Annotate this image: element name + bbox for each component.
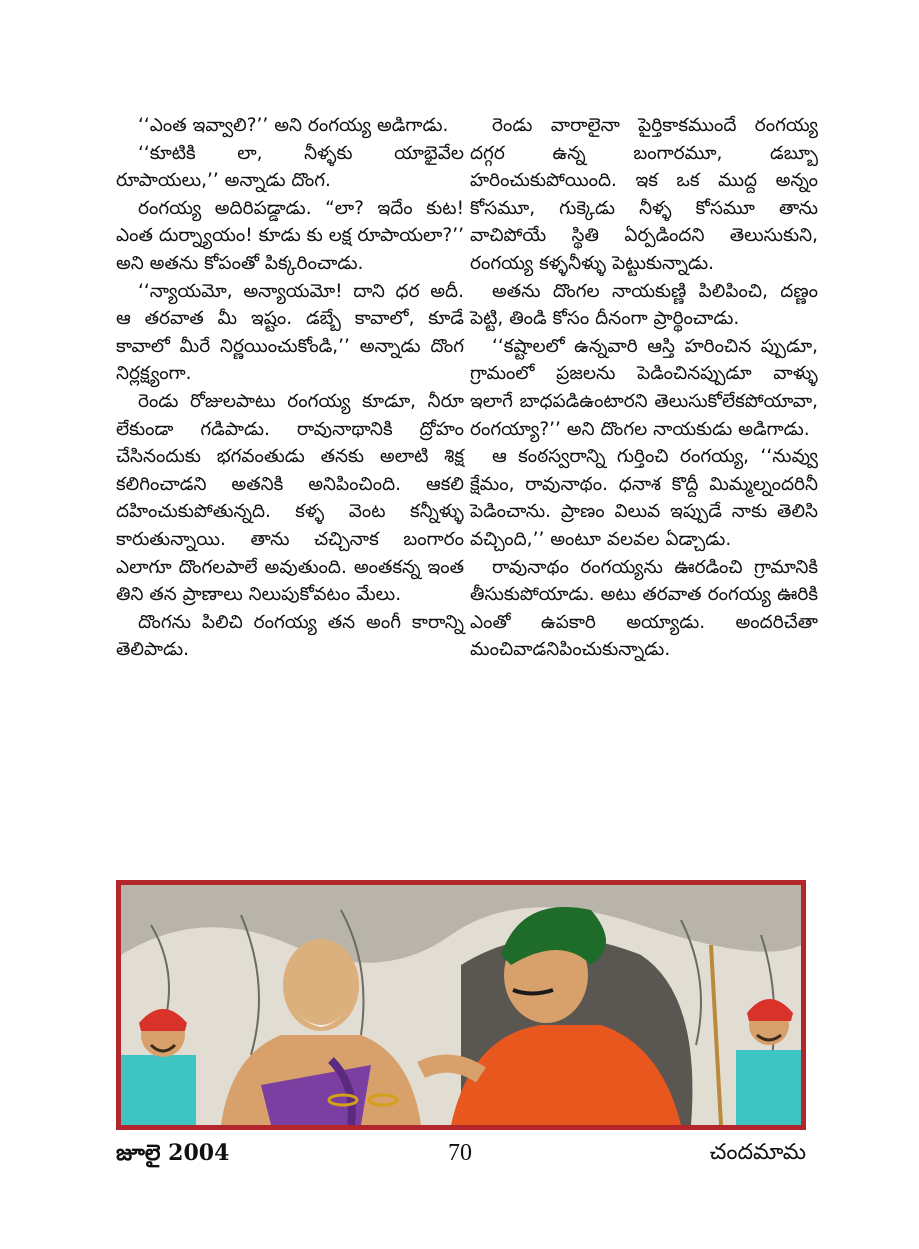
story-paragraph: ఆ కంఠస్వరాన్ని గుర్తించి రంగయ్య, ‘‘నువ్వు క్షేమం, రావునాథం. ధనాశ కొద్దీ మిమ్మల్నందరినీ పెడించాను. ప్రాణం విలువ ఇప్పుడే నాకు తెలిసి వచ్చింది,’’ అంటూ వలవల ఏడ్చాడు. [470, 446, 818, 550]
page-number: 70 [448, 1140, 472, 1166]
story-paragraph: ‘‘కూటికి లా, నీళ్ళకు యాభైవేల రూపాయలు,’’ అన్నాడు దొంగ. [116, 142, 464, 192]
story-paragraph: రెండు రోజులపాటు రంగయ్య కూడూ, నీరూ లేకుండా గడిపాడు. రావునాథానికి ద్రోహం చేసినందుకు భగవంతుడు తనకు అలాటి శిక్ష కలిగించాడని అతనికి అనిపించింది. ఆకలి దహించుకుపోతున్నది. కళ్ళ వెంట కన్నీళ్ళు కారుతున్నాయి. తాను చచ్చినాక బంగారం ఎలాగూ దొంగలపాలే అవుతుంది. అంతకన్న ఇంత తిని తన ప్రాణాలు నిలుపుకోవటం మేలు. [116, 390, 464, 606]
cave-scene-illustration [121, 885, 801, 1125]
issue-date: జూలై 2004 [116, 1140, 230, 1166]
story-paragraph: రావునాథం రంగయ్యను ఊరడించి గ్రామానికి తీసుకుపోయాడు. అటు తరవాత రంగయ్య ఊరికి ఎంతో ఉపకారి అయ్యాడు. అందరిచేతా మంచివాడనిపించుకున్నాడు. [470, 556, 818, 661]
magazine-name: చందమామ [709, 1140, 806, 1165]
left-column [116, 112, 464, 664]
story-paragraph: రంగయ్య అదిరిపడ్డాడు. “లా? ఇదేం కుట! ఎంత దుర్న్యాయం! కూడు కు లక్ష రూపాయలా?’’ అని అతను కోపంతో పిక్కరించాడు. [116, 197, 464, 274]
story-paragraph: ‘‘ఎంత ఇవ్వాలి?’’ అని రంగయ్య అడిగాడు. [138, 115, 449, 136]
story-paragraph: రెండు వారాలైనా పైర్తికాకముందే రంగయ్య దగ్గర ఉన్న బంగారమూ, డబ్బూ హరించుకుపోయింది. ఇక ఒక ముద్ద అన్నం కోసమూ, గుక్కెడు నీళ్ళ కోసమూ తాను వాచిపోయే స్థితి ఏర్పడిందని తెలుసుకుని, రంగయ్య కళ్ళనీళ్ళు పెట్టుకున్నాడు. [470, 115, 818, 274]
right-column [470, 112, 818, 664]
story-illustration [116, 880, 806, 1130]
story-paragraph: ‘‘న్యాయమో, అన్యాయమో! దాని ధర అదీ. ఆ తరవాత మీ ఇష్టం. డబ్బే కావాలో, కూడే కావాలో మీరే నిర్ణయించుకోండి,’’ అన్నాడు దొంగ నిర్లక్ష్యంగా. [116, 280, 464, 385]
story-paragraph: అతను దొంగల నాయకుణ్ణి పిలిపించి, దణ్ణం పెట్టి, తిండి కోసం దీనంగా ప్రార్థించాడు. [470, 280, 818, 330]
story-paragraph: ‘‘కష్టాలలో ఉన్నవారి ఆస్తి హరించిన ప్పుడూ, గ్రామంలో ప్రజలను పెడించినప్పుడూ వాళ్ళు ఇలాగే బాధపడిఉంటారని తెలుసుకోలేకపోయావా, రంగయ్యా?’’ అని దొంగల నాయకుడు అడిగాడు. [470, 335, 818, 440]
story-paragraph: దొంగను పిలిచి రంగయ్య తన అంగీ కారాన్ని తెలిపాడు. [116, 611, 464, 661]
